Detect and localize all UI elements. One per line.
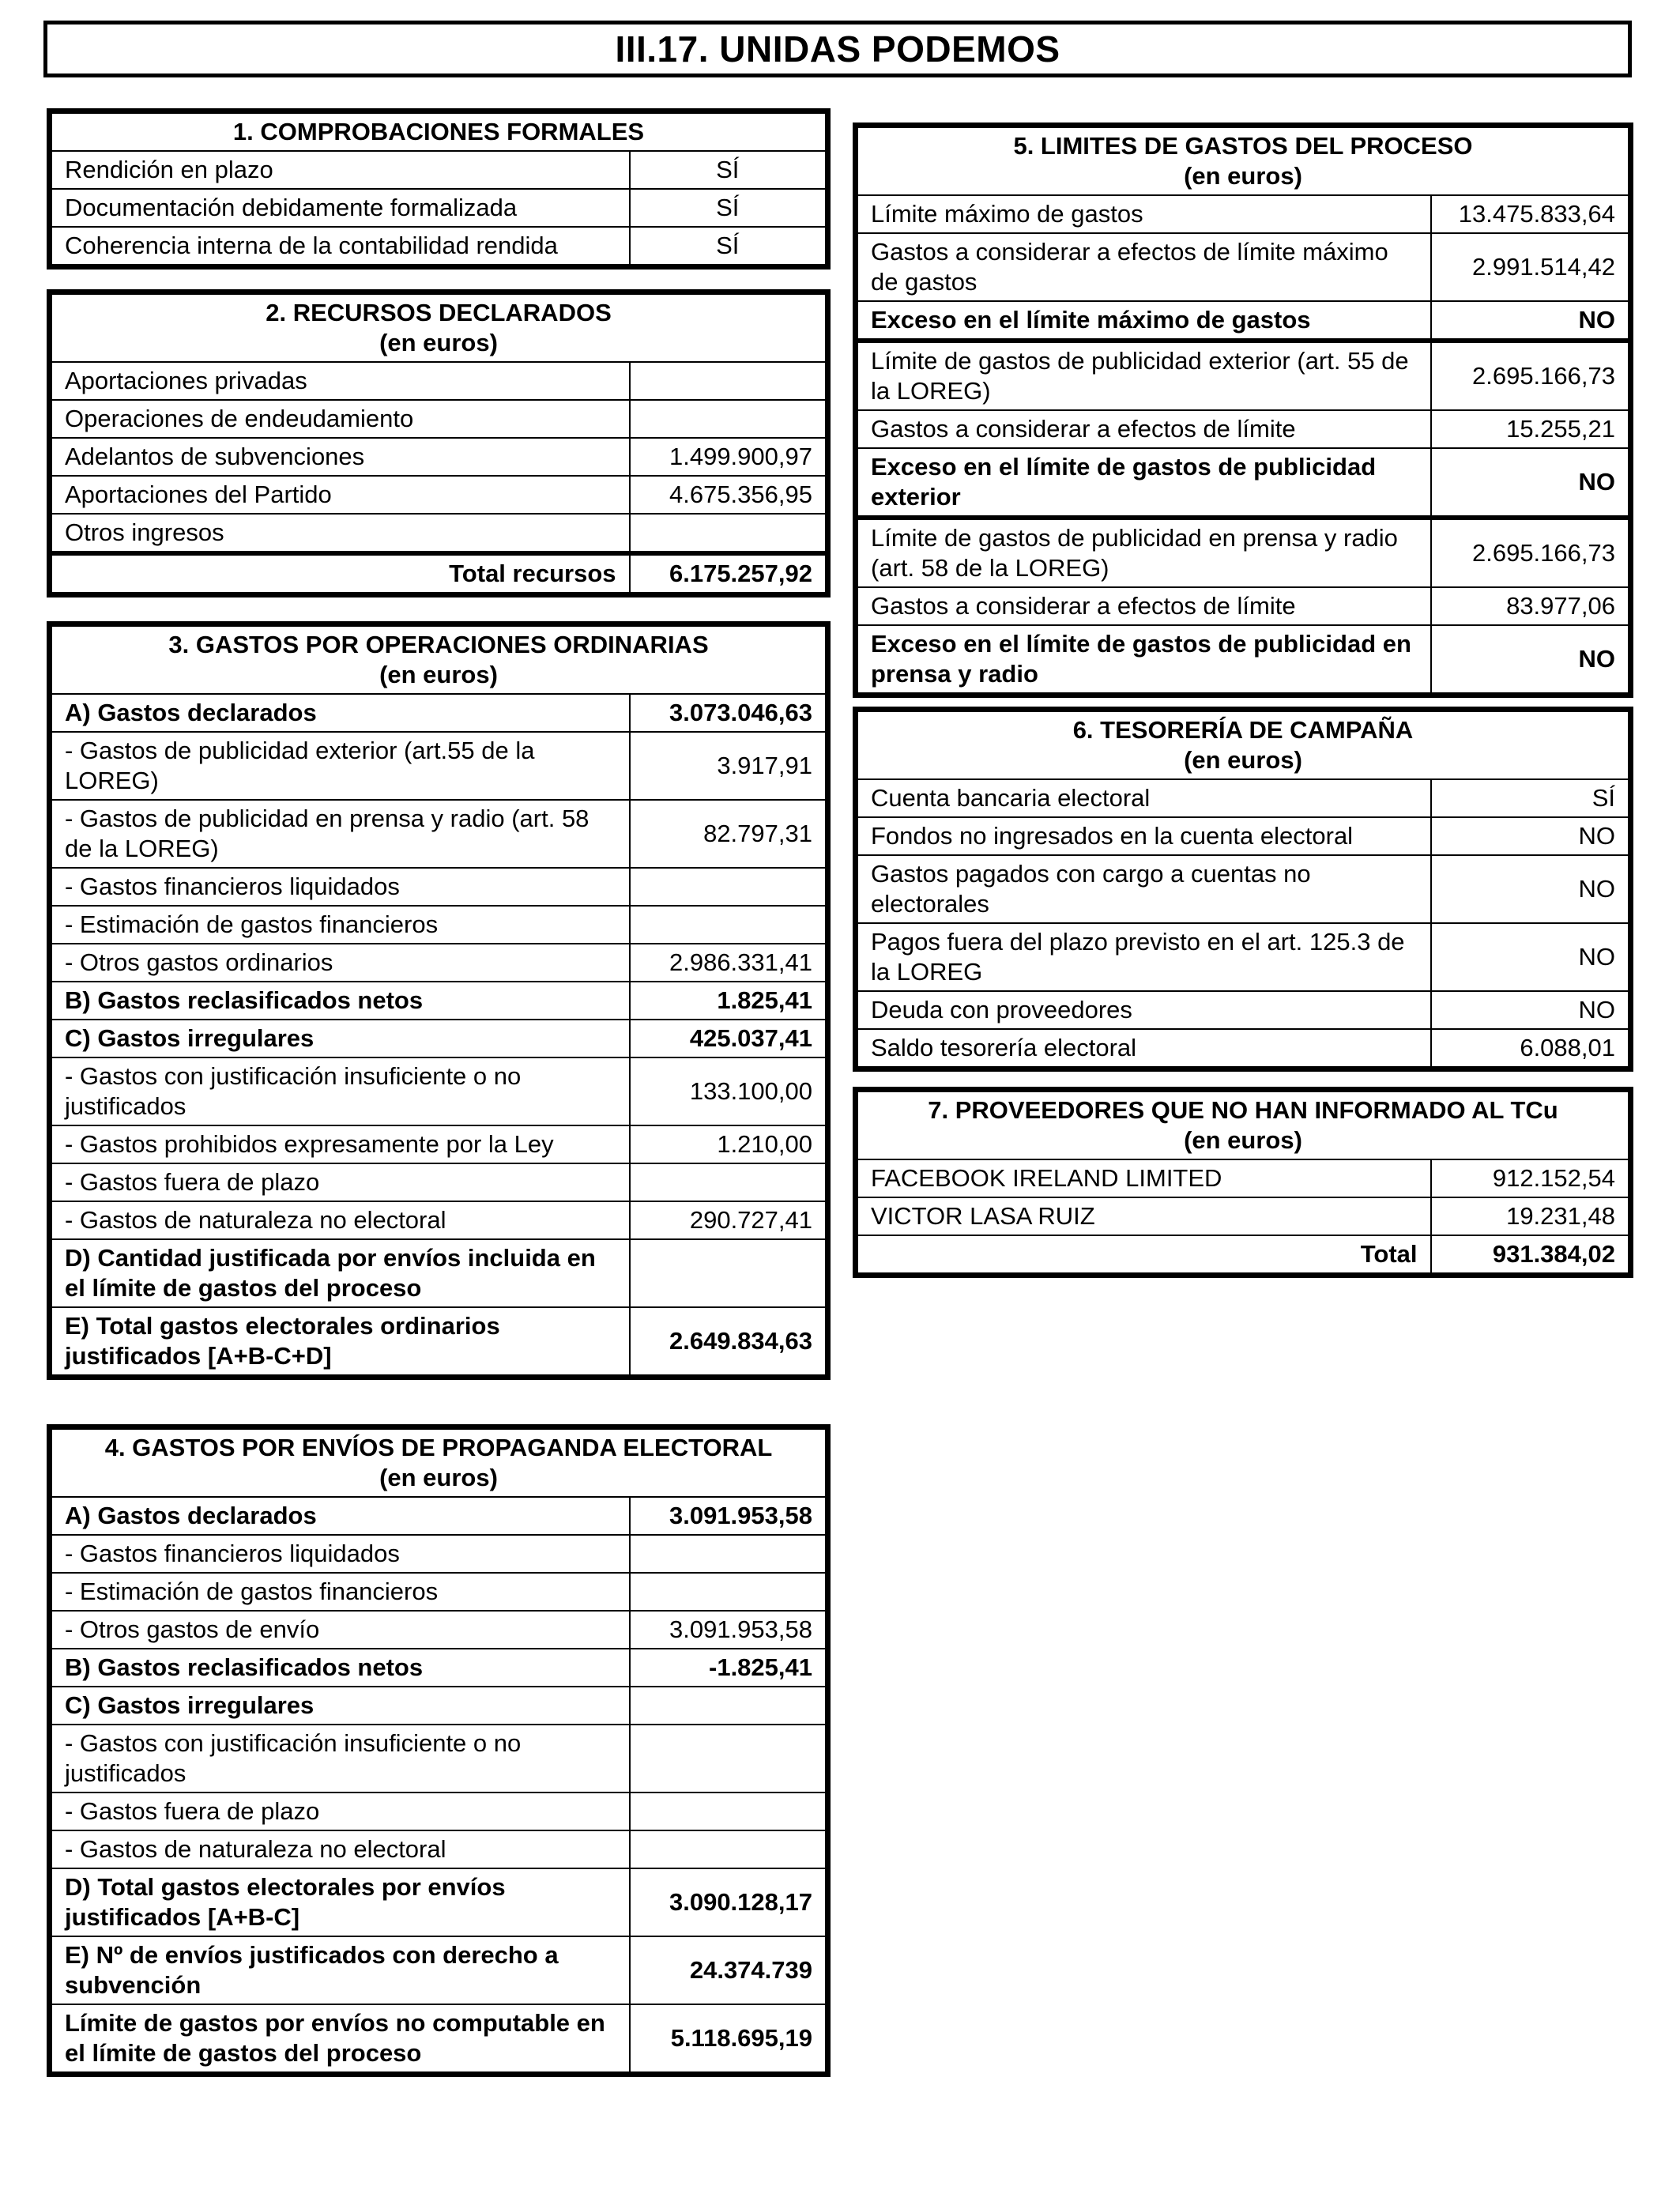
table-row (856, 1159, 1631, 1197)
row-label: B) Gastos reclasificados netos (50, 982, 630, 1020)
row-value: -1.825,41 (630, 1649, 828, 1687)
row-label: - Gastos prohibidos expresamente por la Ley (50, 1125, 630, 1163)
table-row (856, 991, 1631, 1029)
section-title (50, 292, 828, 363)
row-value: 2.991.514,42 (1431, 233, 1631, 301)
table-row (50, 1868, 828, 1936)
table-row (50, 732, 828, 800)
table-row (50, 868, 828, 906)
row-value: NO (1431, 855, 1631, 923)
row-value: SÍ (630, 227, 828, 267)
row-label: - Gastos de publicidad en prensa y radio (art. 58 de la LOREG) (50, 800, 630, 868)
row-label: Documentación debidamente formalizada (50, 189, 630, 227)
row-value (630, 362, 828, 400)
row-label: Límite máximo de gastos (856, 195, 1431, 233)
total-label: Total (856, 1235, 1431, 1276)
total-row (856, 1235, 1631, 1276)
row-value (630, 400, 828, 438)
table-row (50, 906, 828, 944)
table-row (50, 1936, 828, 2004)
table-row (50, 1020, 828, 1057)
row-value (630, 906, 828, 944)
table-row (856, 341, 1631, 410)
table-row (50, 189, 828, 227)
table-row (50, 438, 828, 476)
row-label: Aportaciones privadas (50, 362, 630, 400)
row-label: Exceso en el límite máximo de gastos (856, 301, 1431, 341)
section-title (856, 1090, 1631, 1160)
table-row (50, 1830, 828, 1868)
table-row (50, 1239, 828, 1307)
row-label: - Gastos de publicidad exterior (art.55 de la LOREG) (50, 732, 630, 800)
table-row (856, 233, 1631, 301)
table-row (50, 1497, 828, 1535)
row-label: Aportaciones del Partido (50, 476, 630, 514)
row-label: Límite de gastos por envíos no computable en el límite de gastos del proceso (50, 2004, 630, 2075)
section-title (50, 1427, 828, 1498)
row-value (630, 1793, 828, 1830)
table-row (50, 227, 828, 267)
section-title-text: 6. TESORERÍA DE CAMPAÑA (1072, 716, 1414, 744)
row-value (630, 1830, 828, 1868)
row-label: Cuenta bancaria electoral (856, 779, 1431, 817)
total-row (50, 553, 828, 595)
row-label: Gastos a considerar a efectos de límite (856, 587, 1431, 625)
row-value: NO (1431, 991, 1631, 1029)
section-subtitle: (en euros) (379, 1464, 498, 1491)
row-value: 13.475.833,64 (1431, 195, 1631, 233)
row-label: - Gastos financieros liquidados (50, 1535, 630, 1573)
proveedores-table (853, 1087, 1633, 1278)
row-label: - Gastos fuera de plazo (50, 1163, 630, 1201)
row-value: 425.037,41 (630, 1020, 828, 1057)
row-label: - Gastos financieros liquidados (50, 868, 630, 906)
section-title (50, 624, 828, 695)
table-row (856, 817, 1631, 855)
section-title (856, 710, 1631, 780)
section-title-text: 4. GASTOS POR ENVÍOS DE PROPAGANDA ELECTORAL (104, 1434, 773, 1461)
section-title: 1. COMPROBACIONES FORMALES (50, 111, 828, 152)
row-value (630, 1573, 828, 1611)
row-label: Adelantos de subvenciones (50, 438, 630, 476)
total-row (50, 1307, 828, 1378)
table-row (856, 410, 1631, 448)
total-label: Total recursos (50, 553, 630, 595)
row-label: C) Gastos irregulares (50, 1687, 630, 1725)
table-row (856, 587, 1631, 625)
row-value: 19.231,48 (1431, 1197, 1631, 1235)
row-label: E) Nº de envíos justificados con derecho a subvención (50, 1936, 630, 2004)
table-row (50, 1535, 828, 1573)
section-title-text: 5. LIMITES DE GASTOS DEL PROCESO (1013, 132, 1473, 160)
table-row (50, 1725, 828, 1793)
row-value: 3.090.128,17 (630, 1868, 828, 1936)
row-label: Exceso en el límite de gastos de publicidad en prensa y radio (856, 625, 1431, 696)
row-value: 912.152,54 (1431, 1159, 1631, 1197)
row-label: Rendición en plazo (50, 151, 630, 189)
table-row (50, 1649, 828, 1687)
row-value (630, 1687, 828, 1725)
total-value: 931.384,02 (1431, 1235, 1631, 1276)
row-label: E) Total gastos electorales ordinarios justificados [A+B-C+D] (50, 1307, 630, 1378)
table-row (856, 779, 1631, 817)
row-value: 3.917,91 (630, 732, 828, 800)
table-row (50, 1611, 828, 1649)
section-subtitle: (en euros) (1184, 1126, 1302, 1154)
row-label: Gastos a considerar a efectos de límite (856, 410, 1431, 448)
table-row (50, 400, 828, 438)
row-label: - Gastos de naturaleza no electoral (50, 1830, 630, 1868)
row-value: 2.649.834,63 (630, 1307, 828, 1378)
row-label: A) Gastos declarados (50, 694, 630, 732)
row-value: 2.695.166,73 (1431, 518, 1631, 587)
total-value: 6.175.257,92 (630, 553, 828, 595)
row-label: Pagos fuera del plazo previsto en el art. 125.3 de la LOREG (856, 923, 1431, 991)
table-row (50, 514, 828, 553)
table-row (856, 518, 1631, 587)
table-row (50, 1573, 828, 1611)
row-value: 3.091.953,58 (630, 1497, 828, 1535)
row-value: 2.986.331,41 (630, 944, 828, 982)
row-value: SÍ (1431, 779, 1631, 817)
table-row (50, 944, 828, 982)
row-value: 6.088,01 (1431, 1029, 1631, 1069)
row-value: 133.100,00 (630, 1057, 828, 1125)
row-value: SÍ (630, 189, 828, 227)
row-label: - Gastos de naturaleza no electoral (50, 1201, 630, 1239)
section-subtitle: (en euros) (1184, 162, 1302, 190)
row-label: - Gastos con justificación insuficiente o no justificados (50, 1725, 630, 1793)
row-value: NO (1431, 817, 1631, 855)
section-subtitle: (en euros) (379, 661, 498, 688)
section-title (856, 126, 1631, 196)
row-label: Gastos pagados con cargo a cuentas no electorales (856, 855, 1431, 923)
row-label: B) Gastos reclasificados netos (50, 1649, 630, 1687)
table-row (50, 1793, 828, 1830)
table-row (50, 1163, 828, 1201)
row-label: Operaciones de endeudamiento (50, 400, 630, 438)
row-label: Otros ingresos (50, 514, 630, 553)
row-value: 1.499.900,97 (630, 438, 828, 476)
row-label: VICTOR LASA RUIZ (856, 1197, 1431, 1235)
tesoreria-campana-table (853, 707, 1633, 1072)
row-label: - Otros gastos de envío (50, 1611, 630, 1649)
row-label: Gastos a considerar a efectos de límite máximo de gastos (856, 233, 1431, 301)
section-subtitle: (en euros) (1184, 746, 1302, 774)
section-title-text: 7. PROVEEDORES QUE NO HAN INFORMADO AL TCu (928, 1096, 1558, 1124)
row-label: D) Cantidad justificada por envíos incluida en el límite de gastos del proceso (50, 1239, 630, 1307)
table-row (856, 1197, 1631, 1235)
row-label: Fondos no ingresados en la cuenta electoral (856, 817, 1431, 855)
row-label: FACEBOOK IRELAND LIMITED (856, 1159, 1431, 1197)
table-row (856, 301, 1631, 341)
table-row (50, 800, 828, 868)
table-row (50, 362, 828, 400)
table-row (856, 195, 1631, 233)
row-label: - Otros gastos ordinarios (50, 944, 630, 982)
row-value: 3.091.953,58 (630, 1611, 828, 1649)
row-label: Saldo tesorería electoral (856, 1029, 1431, 1069)
section-subtitle: (en euros) (379, 329, 498, 356)
table-row (50, 1125, 828, 1163)
table-row (50, 151, 828, 189)
row-value: 15.255,21 (1431, 410, 1631, 448)
section-title-text: 2. RECURSOS DECLARADOS (266, 299, 612, 326)
row-label: Límite de gastos de publicidad exterior (art. 55 de la LOREG) (856, 341, 1431, 410)
row-value: 24.374.739 (630, 1936, 828, 2004)
row-value: 1.210,00 (630, 1125, 828, 1163)
table-row (50, 1687, 828, 1725)
row-value: 82.797,31 (630, 800, 828, 868)
table-row (856, 923, 1631, 991)
limites-gastos-table (853, 123, 1633, 698)
row-value: 3.073.046,63 (630, 694, 828, 732)
table-row (856, 1029, 1631, 1069)
row-value: 83.977,06 (1431, 587, 1631, 625)
row-label: - Estimación de gastos financieros (50, 1573, 630, 1611)
row-value: NO (1431, 923, 1631, 991)
row-label: Deuda con proveedores (856, 991, 1431, 1029)
row-label: Coherencia interna de la contabilidad rendida (50, 227, 630, 267)
row-value: NO (1431, 625, 1631, 696)
table-row (50, 1057, 828, 1125)
gastos-operaciones-ordinarias-table (47, 621, 831, 1380)
row-label: - Gastos fuera de plazo (50, 1793, 630, 1830)
page-title: III.17. UNIDAS PODEMOS (43, 21, 1632, 77)
section-title-text: 3. GASTOS POR OPERACIONES ORDINARIAS (168, 631, 709, 658)
row-label: Límite de gastos de publicidad en prensa y radio (art. 58 de la LOREG) (856, 518, 1431, 587)
table-row (856, 855, 1631, 923)
row-value: NO (1431, 301, 1631, 341)
row-label: D) Total gastos electorales por envíos justificados [A+B-C] (50, 1868, 630, 1936)
row-value (630, 1725, 828, 1793)
table-row (856, 625, 1631, 696)
table-row (50, 694, 828, 732)
row-value: 5.118.695,19 (630, 2004, 828, 2075)
row-value: SÍ (630, 151, 828, 189)
table-row (50, 982, 828, 1020)
row-value (630, 514, 828, 553)
row-value (630, 1535, 828, 1573)
row-value (630, 1239, 828, 1307)
row-value (630, 868, 828, 906)
table-row (50, 476, 828, 514)
row-value: 4.675.356,95 (630, 476, 828, 514)
row-label: C) Gastos irregulares (50, 1020, 630, 1057)
table-row (50, 1201, 828, 1239)
row-value: 1.825,41 (630, 982, 828, 1020)
comprobaciones-formales-table (47, 108, 831, 270)
gastos-envios-propaganda-table (47, 1424, 831, 2077)
row-value: 290.727,41 (630, 1201, 828, 1239)
row-value: 2.695.166,73 (1431, 341, 1631, 410)
row-value: NO (1431, 448, 1631, 518)
row-label: A) Gastos declarados (50, 1497, 630, 1535)
row-label: - Gastos con justificación insuficiente o no justificados (50, 1057, 630, 1125)
row-label: - Estimación de gastos financieros (50, 906, 630, 944)
table-row (856, 448, 1631, 518)
row-value (630, 1163, 828, 1201)
table-row (50, 2004, 828, 2075)
recursos-declarados-table (47, 289, 831, 598)
row-label: Exceso en el límite de gastos de publicidad exterior (856, 448, 1431, 518)
